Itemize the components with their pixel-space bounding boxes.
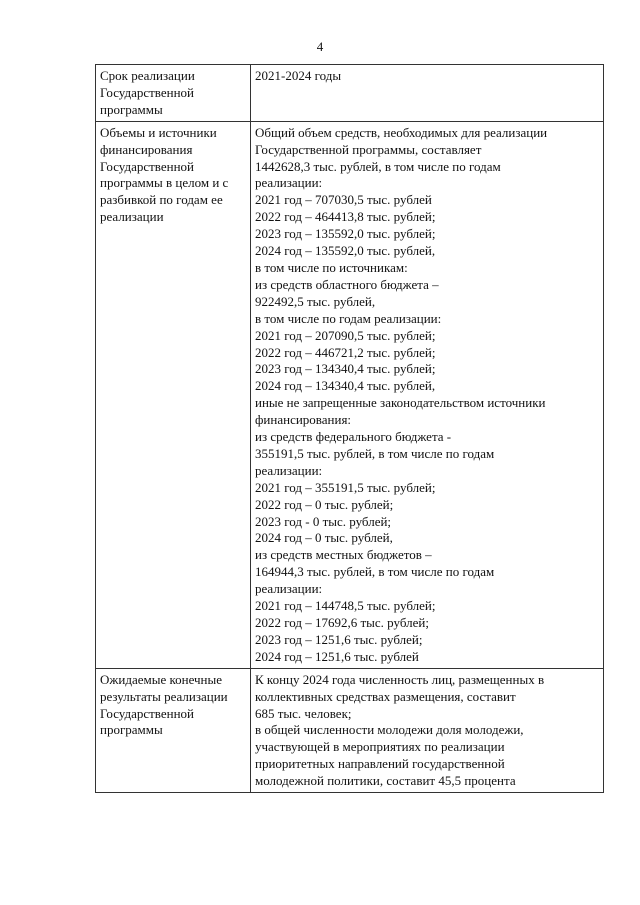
passport-label-line: программы: [100, 101, 163, 117]
passport-label-line: результаты реализации: [100, 688, 228, 704]
passport-row-label-cell: [96, 121, 251, 668]
passport-value-line: из средств федерального бюджета -: [255, 429, 452, 445]
passport-value-line: Общий объем средств, необходимых для реализации: [255, 124, 548, 140]
passport-label-line: реализации: [100, 209, 164, 225]
passport-value-line: 2021 год – 355191,5 тыс. рублей;: [255, 479, 436, 495]
passport-value-line: 2022 год – 446721,2 тыс. рублей;: [255, 344, 436, 360]
passport-value-line: 1442628,3 тыс. рублей, в том числе по годам: [255, 158, 501, 174]
passport-label-line: Срок реализации: [100, 68, 195, 83]
passport-label-line: Объемы и источники: [100, 124, 217, 140]
passport-value-line: 355191,5 тыс. рублей, в том числе по годам: [255, 445, 495, 461]
passport-row: [96, 668, 604, 792]
passport-value-line: в общей численности молодежи доля молодежи,: [255, 722, 524, 738]
passport-label-line: Государственной: [100, 705, 195, 721]
passport-value-line: приоритетных направлений государственной: [255, 756, 505, 772]
passport-label-line: финансирования: [100, 141, 193, 157]
passport-value-line: коллективных средствах размещения, составит: [255, 688, 516, 704]
passport-value-line: в том числе по источникам:: [255, 259, 408, 275]
passport-value-line: молодежной политики, составит 45,5 процента: [255, 773, 516, 789]
passport-value-line: 2023 год – 135592,0 тыс. рублей;: [255, 226, 436, 242]
passport-value-line: 2023 год – 1251,6 тыс. рублей;: [255, 631, 423, 647]
passport-value-line: 922492,5 тыс. рублей,: [255, 293, 376, 309]
passport-label-line: программы в целом и с: [100, 175, 229, 191]
passport-value-line: 2022 год – 0 тыс. рублей;: [255, 496, 394, 512]
passport-label-line: Ожидаемые конечные: [100, 671, 223, 687]
passport-row-value-cell: [251, 121, 604, 668]
passport-value-line: финансирования:: [255, 412, 352, 428]
passport-value-line: 2024 год – 1251,6 тыс. рублей: [255, 648, 419, 664]
passport-value-line: 2024 год – 135592,0 тыс. рублей,: [255, 243, 436, 259]
passport-value-line: иные не запрещенные законодательством источники: [255, 395, 546, 411]
passport-label-line: Государственной: [100, 84, 195, 100]
page-number: 4: [316, 39, 324, 54]
passport-row-value-cell: [251, 65, 604, 122]
passport-label-line: разбивкой по годам ее: [100, 192, 223, 208]
passport-value-line: 2022 год – 17692,6 тыс. рублей;: [255, 615, 429, 630]
passport-value-line: 2021-2024 годы: [255, 68, 342, 83]
passport-value-line: 2024 год – 134340,4 тыс. рублей,: [255, 378, 436, 394]
passport-value-line: К концу 2024 года численность лиц, размещенных в: [255, 671, 545, 687]
passport-value-line: участвующей в мероприятиях по реализации: [255, 739, 505, 755]
passport-row: [96, 65, 604, 122]
passport-value-line: 2021 год – 707030,5 тыс. рублей: [255, 192, 432, 208]
passport-value-line: 2021 год – 207090,5 тыс. рублей;: [255, 327, 436, 343]
passport-value-line: из средств областного бюджета –: [255, 276, 439, 292]
passport-label-line: программы: [100, 722, 163, 738]
passport-value-line: 164944,3 тыс. рублей, в том числе по годам: [255, 564, 495, 580]
passport-value-line: 2023 год - 0 тыс. рублей;: [255, 513, 392, 529]
passport-row: [96, 121, 604, 668]
passport-value-line: 2021 год – 144748,5 тыс. рублей;: [255, 598, 436, 614]
passport-value-line: реализации:: [255, 175, 323, 191]
passport-value-line: реализации:: [255, 462, 323, 478]
passport-row-label-cell: [96, 65, 251, 122]
passport-row-value-cell: [251, 668, 604, 792]
passport-value-line: в том числе по годам реализации:: [255, 310, 442, 326]
passport-label-line: Государственной: [100, 158, 195, 174]
passport-value-line: 685 тыс. человек;: [255, 705, 352, 721]
passport-value-line: 2022 год – 464413,8 тыс. рублей;: [255, 209, 436, 225]
program-passport-table: [95, 64, 604, 793]
passport-row-label-cell: [96, 668, 251, 792]
passport-value-line: реализации:: [255, 581, 323, 597]
program-passport-body: [96, 65, 604, 793]
passport-value-line: из средств местных бюджетов –: [255, 547, 432, 563]
passport-value-line: 2024 год – 0 тыс. рублей,: [255, 530, 393, 546]
passport-value-line: Государственной программы, составляет: [255, 141, 482, 157]
passport-value-line: 2023 год – 134340,4 тыс. рублей;: [255, 361, 436, 377]
